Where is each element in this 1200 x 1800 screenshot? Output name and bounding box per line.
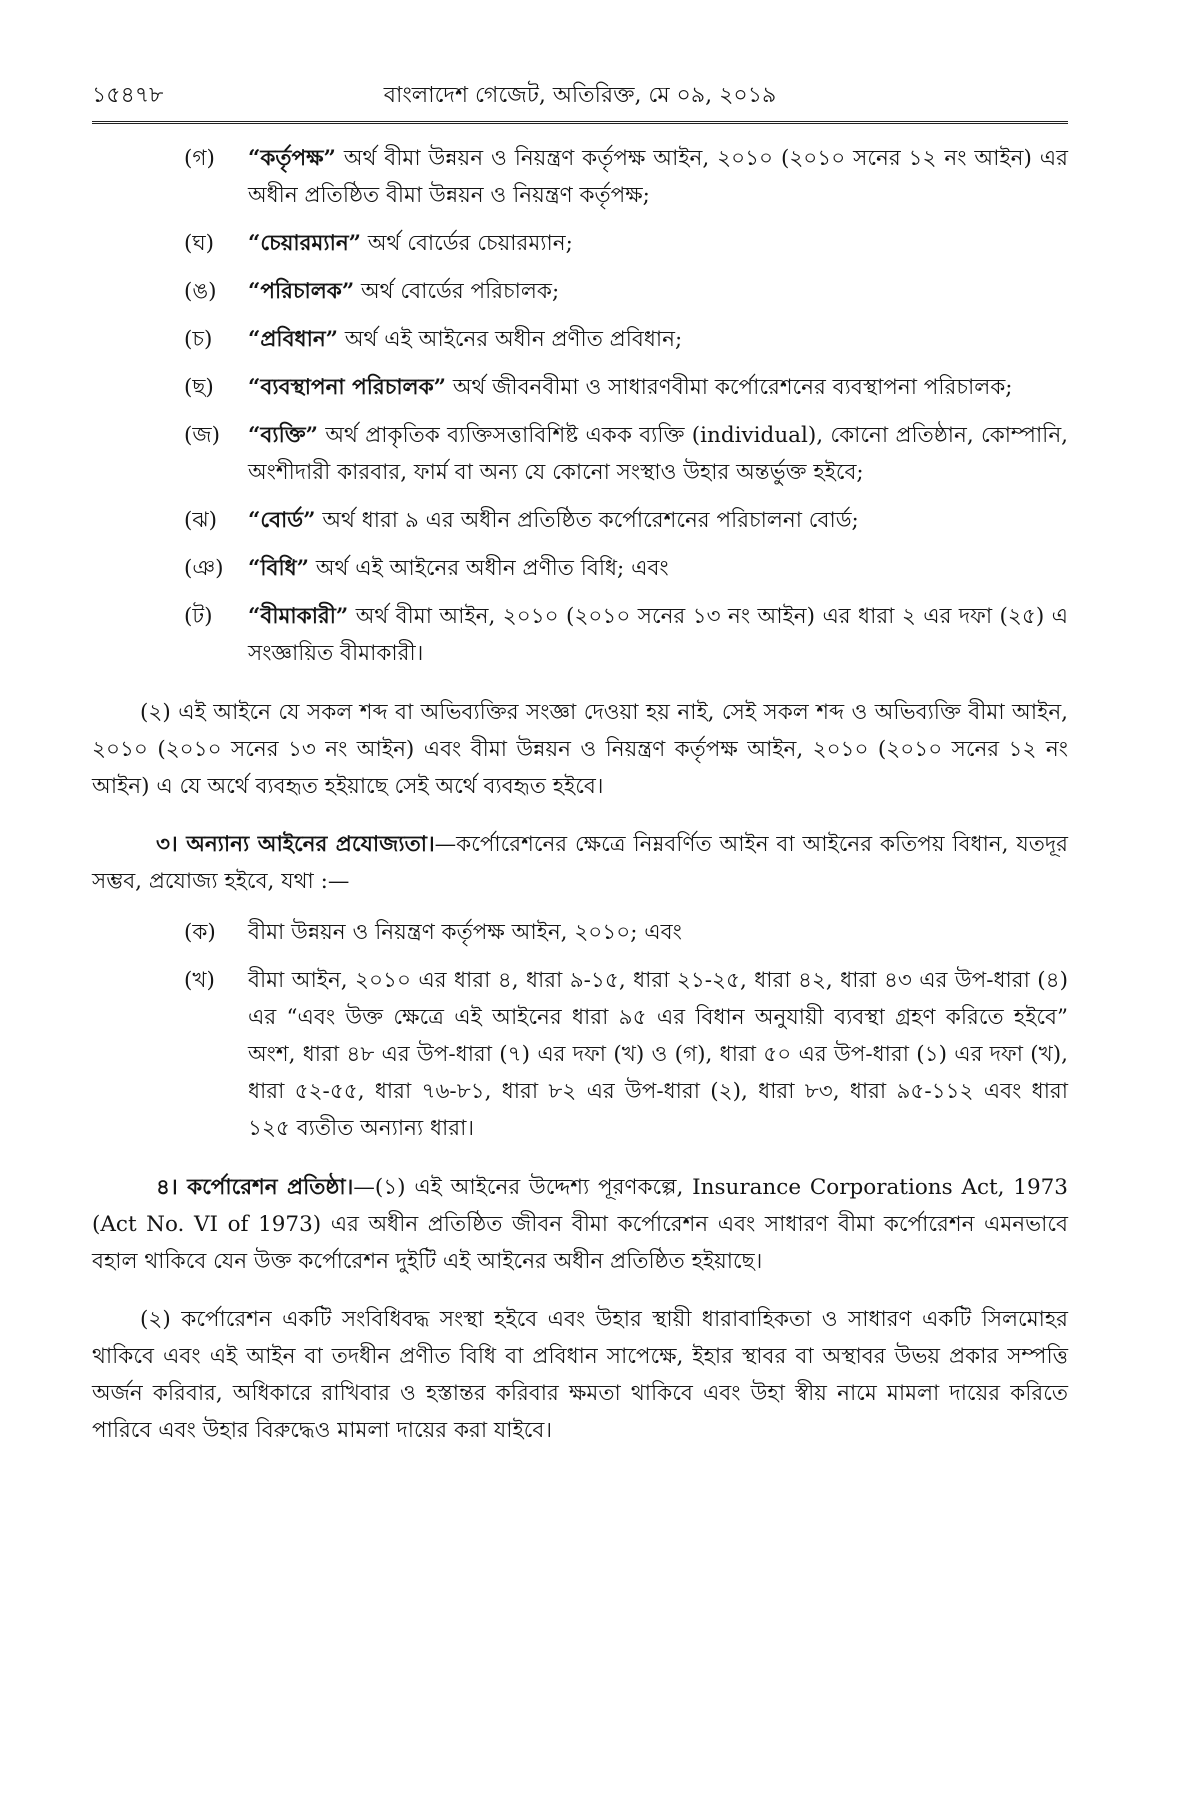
definition-item [184,369,1068,406]
section-3-paragraph [92,826,1068,900]
defined-term: “ব্যবস্থাপনা পরিচালক” [248,375,446,400]
defined-term: “ব্যক্তি” [248,423,318,448]
section-4-subsection-2: (২) কর্পোরেশন একটি সংবিধিবদ্ধ সংস্থা হইবে এবং উহার স্থায়ী ধারাবাহিকতা ও সাধারণ একটি সিলমোহর থাকিবে এবং এই আইন বা তদধীন প্রণীত বিধি বা প্রবিধান সাপেক্ষে, ইহার স্থাবর বা অস্থাবর উভয় প্রকার সম্পত্তি অর্জন করিবার, অধিকারে রাখিবার ও হস্তান্তর করিবার ক্ষমতা থাকিবে এবং উহা স্বীয় নামে মামলা দায়ের করিতে পারিবে এবং উহার বিরুদ্ধেও মামলা দায়ের করা যাইবে। [92,1307,1068,1443]
item-label: (ঝ) [184,508,218,533]
definition-text: অর্থ ধারা ৯ এর অধীন প্রতিষ্ঠিত কর্পোরেশনের পরিচালনা বোর্ড; [315,508,859,533]
item-label: (গ) [184,146,215,171]
item-label: (ঙ) [184,279,217,304]
definition-text: অর্থ বোর্ডের চেয়ারম্যান; [361,231,573,256]
definition-text: অর্থ এই আইনের অধীন প্রণীত বিধি; এবং [309,556,669,581]
defined-term: “কর্তৃপক্ষ” [248,146,336,171]
clause-item [184,962,1068,1147]
definition-text: অর্থ বোর্ডের পরিচালক; [354,279,560,304]
item-label: (ঘ) [184,231,215,256]
definition-text: অর্থ জীবনবীমা ও সাধারণবীমা কর্পোরেশনের ব্যবস্থাপনা পরিচালক; [445,375,1013,400]
definition-text: অর্থ বীমা আইন, ২০১০ (২০১০ সনের ১৩ নং আইন) এর ধারা ২ এর দফা (২৫) এ সংজ্ঞায়িত বীমাকারী। [248,604,1068,666]
definition-item [184,225,1068,262]
document-body [92,140,1068,1449]
item-label: (চ) [184,327,213,352]
definition-item [184,417,1068,491]
defined-term: “বোর্ড” [248,508,316,533]
defined-term: “চেয়ারম্যান” [248,231,362,256]
defined-term: “বীমাকারী” [248,604,349,629]
section-4-text: —(১) এই আইনের উদ্দেশ্য পূরণকল্পে, Insurance Corporations Act, 1973 (Act No. VI of 1973) এর অধীন প্রতিষ্ঠিত জীবন বীমা কর্পোরেশন এবং সাধারণ বীমা কর্পোরেশন এমনভাবে বহাল থাকিবে যেন উক্ত কর্পোরেশন দুইটি এই আইনের অধীন প্রতিষ্ঠিত হইয়াছে। [92,1174,1068,1274]
item-label: (ট) [184,604,213,629]
defined-term: “পরিচালক” [248,279,355,304]
item-label: (ক) [184,920,216,945]
definition-text: অর্থ এই আইনের অধীন প্রণীত প্রবিধান; [338,327,683,352]
page-header [92,78,1068,124]
section-4-paragraph [92,1169,1068,1280]
defined-term: “প্রবিধান” [248,327,339,352]
definition-text: অর্থ প্রাকৃতিক ব্যক্তিসত্তাবিশিষ্ট একক ব্যক্তি (individual), কোনো প্রতিষ্ঠান, কোম্পানি, অংশীদারী কারবার, ফার্ম বা অন্য যে কোনো সংস্থাও উহার অন্তর্ভুক্ত হইবে; [248,423,1068,485]
item-label: (ঞ) [184,556,224,581]
clause-item [184,914,1068,951]
clause-text: বীমা উন্নয়ন ও নিয়ন্ত্রণ কর্তৃপক্ষ আইন, ২০১০; এবং [248,920,682,945]
definition-item [184,550,1068,587]
definition-item [184,502,1068,539]
definition-item [184,598,1068,672]
definition-item [184,273,1068,310]
page-number: ১৫৪৭৮ [92,83,164,108]
definition-item [184,321,1068,358]
item-label: (জ) [184,423,221,448]
item-label: (ছ) [184,375,214,400]
subsection-2-paragraph: (২) এই আইনে যে সকল শব্দ বা অভিব্যক্তির সংজ্ঞা দেওয়া হয় নাই, সেই সকল শব্দ ও অভিব্যক্তি বীমা আইন, ২০১০ (২০১০ সনের ১৩ নং আইন) এবং বীমা উন্নয়ন ও নিয়ন্ত্রণ কর্তৃপক্ষ আইন, ২০১০ (২০১০ সনের ১২ নং আইন) এ যে অর্থে ব্যবহৃত হইয়াছে সেই অর্থে ব্যবহৃত হইবে। [92,699,1068,799]
item-label: (খ) [184,968,215,993]
definition-text: অর্থ বীমা উন্নয়ন ও নিয়ন্ত্রণ কর্তৃপক্ষ আইন, ২০১০ (২০১০ সনের ১২ নং আইন) এর অধীন প্রতিষ্ঠিত বীমা উন্নয়ন ও নিয়ন্ত্রণ কর্তৃপক্ষ; [248,146,1068,208]
defined-term: “বিধি” [248,556,310,581]
section-4-heading: ৪। কর্পোরেশন প্রতিষ্ঠা। [156,1174,354,1200]
gazette-page [92,78,1068,1463]
definition-item [184,140,1068,214]
section-3-heading: ৩। অন্যান্য আইনের প্রযোজ্যতা। [156,832,435,857]
clause-text: বীমা আইন, ২০১০ এর ধারা ৪, ধারা ৯-১৫, ধারা ২১-২৫, ধারা ৪২, ধারা ৪৩ এর উপ-ধারা (৪) এর “এবং উক্ত ক্ষেত্রে এই আইনের ধারা ৯৫ এর বিধান অনুযায়ী ব্যবস্থা গ্রহণ করিতে হইবে” অংশ, ধারা ৪৮ এর উপ-ধারা (৭) এর দফা (খ) ও (গ), ধারা ৫০ এর উপ-ধারা (১) এর দফা (খ), ধারা ৫২-৫৫, ধারা ৭৬-৮১, ধারা ৮২ এর উপ-ধারা (২), ধারা ৮৩, ধারা ৯৫-১১২ এবং ধারা ১২৫ ব্যতীত অন্যান্য ধারা। [248,968,1068,1141]
section-3-text: —কর্পোরেশনের ক্ষেত্রে নিম্নবর্ণিত আইন বা আইনের কতিপয় বিধান, যতদূর সম্ভব, প্রযোজ্য হইবে, যথা :— [92,832,1068,894]
gazette-title: বাংলাদেশ গেজেট, অতিরিক্ত, মে ০৯, ২০১৯ [383,83,777,108]
